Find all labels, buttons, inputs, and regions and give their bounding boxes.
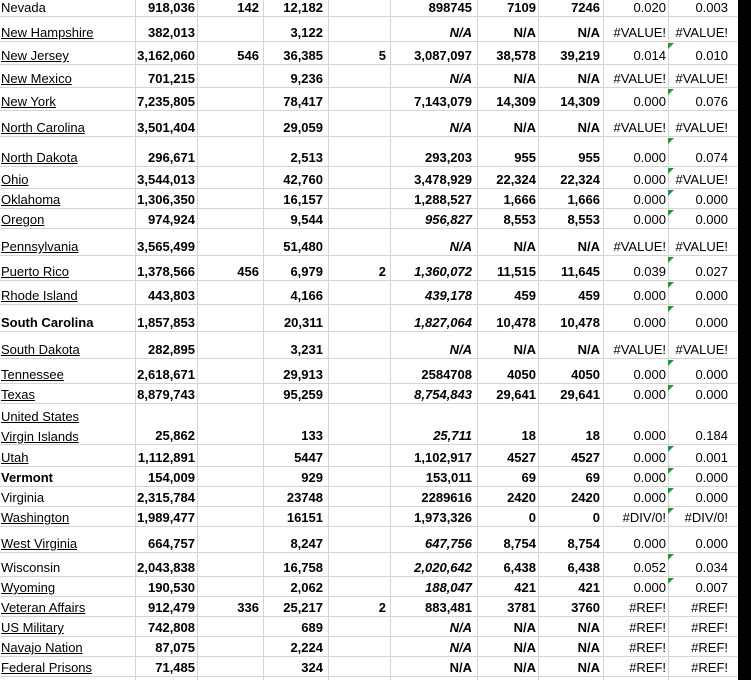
table-row[interactable] bbox=[0, 88, 738, 111]
col-h-cell[interactable]: 0.000 bbox=[633, 536, 666, 551]
col-i-cell[interactable]: #VALUE! bbox=[675, 239, 728, 254]
population-cell[interactable]: 71,485 bbox=[155, 660, 195, 675]
col-g-cell[interactable]: 4527 bbox=[571, 450, 600, 465]
col-f-cell[interactable]: N/A bbox=[513, 120, 536, 135]
table-row[interactable] bbox=[0, 167, 738, 189]
col-f-cell[interactable]: 69 bbox=[521, 470, 536, 485]
table-row[interactable] bbox=[0, 209, 738, 229]
col-f-cell[interactable]: N/A bbox=[513, 620, 536, 635]
col-c-cell[interactable]: 16,758 bbox=[283, 560, 323, 575]
col-h-cell[interactable]: 0.000 bbox=[633, 288, 666, 303]
col-f-cell[interactable]: 11,515 bbox=[496, 264, 536, 279]
col-h-cell[interactable]: 0.000 bbox=[633, 490, 666, 505]
table-row[interactable] bbox=[0, 359, 738, 384]
col-i-cell[interactable]: 0.003 bbox=[695, 0, 728, 15]
table-row[interactable] bbox=[0, 0, 738, 17]
state-name-cell[interactable]: South Dakota bbox=[1, 342, 80, 357]
col-b-cell[interactable]: 142 bbox=[237, 0, 259, 15]
population-cell[interactable]: 3,565,499 bbox=[137, 239, 195, 254]
table-row[interactable] bbox=[0, 65, 738, 88]
col-e-cell[interactable]: 1,973,326 bbox=[414, 510, 472, 525]
population-cell[interactable]: 3,162,060 bbox=[137, 48, 195, 63]
col-h-cell[interactable]: 0.000 bbox=[633, 150, 666, 165]
col-h-cell[interactable]: 0.000 bbox=[633, 428, 666, 443]
col-c-cell[interactable]: 6,979 bbox=[290, 264, 323, 279]
state-name-cell[interactable]: Texas bbox=[1, 387, 35, 402]
col-f-cell[interactable]: 7109 bbox=[507, 0, 536, 15]
table-row[interactable] bbox=[0, 445, 738, 467]
col-g-cell[interactable]: 8,553 bbox=[567, 212, 600, 227]
error-indicator-icon[interactable] bbox=[668, 488, 674, 494]
col-c-cell[interactable]: 95,259 bbox=[283, 387, 323, 402]
state-name-cell[interactable]: Federal Prisons bbox=[1, 660, 93, 675]
state-name-cell[interactable]: Oklahoma bbox=[1, 192, 61, 207]
col-e-cell[interactable]: 1,827,064 bbox=[414, 315, 472, 330]
table-row[interactable] bbox=[0, 617, 738, 637]
col-i-cell[interactable]: 0.027 bbox=[695, 264, 728, 279]
table-row[interactable] bbox=[0, 137, 738, 167]
state-name-cell[interactable]: New Jersey bbox=[1, 48, 69, 63]
population-cell[interactable]: 25,862 bbox=[155, 428, 195, 443]
population-cell[interactable]: 3,501,404 bbox=[137, 120, 195, 135]
error-indicator-icon[interactable] bbox=[668, 468, 674, 474]
error-indicator-icon[interactable] bbox=[668, 190, 674, 196]
error-indicator-icon[interactable] bbox=[668, 578, 674, 584]
col-e-cell[interactable]: 1,360,072 bbox=[414, 264, 472, 279]
error-indicator-icon[interactable] bbox=[668, 282, 674, 288]
table-row[interactable] bbox=[0, 597, 738, 617]
col-h-cell[interactable]: #VALUE! bbox=[613, 120, 666, 135]
col-h-cell[interactable]: #REF! bbox=[629, 640, 666, 655]
col-e-cell[interactable]: N/A bbox=[449, 342, 472, 357]
state-name-cell[interactable]: New Hampshire bbox=[1, 25, 94, 40]
population-cell[interactable]: 1,306,350 bbox=[137, 192, 195, 207]
population-cell[interactable]: 282,895 bbox=[148, 342, 195, 357]
state-name-cell[interactable]: Ohio bbox=[1, 172, 29, 187]
col-c-cell[interactable]: 2,062 bbox=[290, 580, 323, 595]
col-e-cell[interactable]: 2289616 bbox=[421, 490, 472, 505]
population-cell[interactable]: 443,803 bbox=[148, 288, 195, 303]
state-name-cell[interactable]: Washington bbox=[1, 510, 70, 525]
state-name-cell[interactable]: US Military bbox=[1, 620, 64, 635]
col-g-cell[interactable]: 6,438 bbox=[567, 560, 600, 575]
col-e-cell[interactable]: N/A bbox=[449, 239, 472, 254]
col-f-cell[interactable]: 10,478 bbox=[496, 315, 536, 330]
col-c-cell[interactable]: 51,480 bbox=[283, 239, 323, 254]
col-i-cell[interactable]: 0.000 bbox=[695, 490, 728, 505]
col-e-cell[interactable]: 898745 bbox=[428, 0, 472, 15]
col-c-cell[interactable]: 8,247 bbox=[290, 536, 323, 551]
col-h-cell[interactable]: 0.000 bbox=[633, 470, 666, 485]
table-row[interactable] bbox=[0, 256, 738, 281]
col-e-cell[interactable]: 3,087,097 bbox=[414, 48, 472, 63]
col-e-cell[interactable]: N/A bbox=[449, 25, 472, 40]
population-cell[interactable]: 154,009 bbox=[148, 470, 195, 485]
col-f-cell[interactable]: 14,309 bbox=[496, 94, 536, 109]
col-e-cell[interactable]: 8,754,843 bbox=[414, 387, 472, 402]
col-c-cell[interactable]: 29,913 bbox=[283, 367, 323, 382]
state-name-cell[interactable]: Utah bbox=[1, 450, 29, 465]
col-f-cell[interactable]: N/A bbox=[513, 71, 536, 86]
table-row[interactable] bbox=[0, 404, 738, 445]
col-f-cell[interactable]: 0 bbox=[528, 510, 536, 525]
col-g-cell[interactable]: 2420 bbox=[571, 490, 600, 505]
population-cell[interactable]: 296,671 bbox=[148, 150, 195, 165]
col-c-cell[interactable]: 36,385 bbox=[283, 48, 323, 63]
state-name-cell[interactable]: New Mexico bbox=[1, 71, 72, 86]
population-cell[interactable]: 382,013 bbox=[148, 25, 195, 40]
col-g-cell[interactable]: N/A bbox=[577, 239, 600, 254]
population-cell[interactable]: 664,757 bbox=[148, 536, 195, 551]
state-name-cell[interactable]: Oregon bbox=[1, 212, 45, 227]
col-c-cell[interactable]: 5447 bbox=[294, 450, 323, 465]
state-name-cell[interactable]: Tennessee bbox=[1, 367, 64, 382]
col-e-cell[interactable]: 25,711 bbox=[433, 428, 472, 443]
col-c-cell[interactable]: 25,217 bbox=[283, 600, 323, 615]
col-e-cell[interactable]: 2584708 bbox=[421, 367, 472, 382]
col-f-cell[interactable]: 38,578 bbox=[496, 48, 536, 63]
col-g-cell[interactable]: N/A bbox=[577, 660, 600, 675]
col-g-cell[interactable]: N/A bbox=[577, 71, 600, 86]
col-h-cell[interactable]: #VALUE! bbox=[613, 71, 666, 86]
col-h-cell[interactable]: 0.000 bbox=[633, 387, 666, 402]
col-c-cell[interactable]: 29,059 bbox=[283, 120, 323, 135]
col-e-cell[interactable]: 2,020,642 bbox=[414, 560, 472, 575]
col-e-cell[interactable]: N/A bbox=[449, 120, 472, 135]
col-c-cell[interactable]: 16,157 bbox=[283, 192, 323, 207]
col-c-cell[interactable]: 16151 bbox=[286, 510, 323, 525]
col-i-cell[interactable]: #VALUE! bbox=[675, 71, 728, 86]
col-g-cell[interactable]: 421 bbox=[578, 580, 600, 595]
col-e-cell[interactable]: 439,178 bbox=[425, 288, 472, 303]
col-i-cell[interactable]: 0.184 bbox=[695, 428, 728, 443]
col-c-cell[interactable]: 3,231 bbox=[290, 342, 323, 357]
population-cell[interactable]: 1,378,566 bbox=[137, 264, 195, 279]
col-i-cell[interactable]: #REF! bbox=[691, 620, 728, 635]
col-f-cell[interactable]: 955 bbox=[514, 150, 536, 165]
col-e-cell[interactable]: N/A bbox=[449, 620, 472, 635]
col-f-cell[interactable]: 4050 bbox=[507, 367, 536, 382]
col-f-cell[interactable]: N/A bbox=[513, 25, 536, 40]
col-f-cell[interactable]: 22,324 bbox=[496, 172, 536, 187]
col-h-cell[interactable]: #VALUE! bbox=[613, 25, 666, 40]
col-e-cell[interactable]: 1,102,917 bbox=[414, 450, 472, 465]
col-c-cell[interactable]: 42,760 bbox=[283, 172, 323, 187]
col-g-cell[interactable]: 18 bbox=[585, 428, 600, 443]
error-indicator-icon[interactable] bbox=[668, 210, 674, 216]
col-b-cell[interactable]: 546 bbox=[237, 48, 259, 63]
population-cell[interactable]: 912,479 bbox=[148, 600, 195, 615]
col-h-cell[interactable]: 0.000 bbox=[633, 367, 666, 382]
col-i-cell[interactable]: 0.000 bbox=[695, 315, 728, 330]
state-name-cell: South Carolina bbox=[1, 315, 94, 330]
col-e-cell[interactable]: 153,011 bbox=[425, 470, 472, 485]
population-cell[interactable]: 1,112,891 bbox=[137, 450, 195, 465]
col-g-cell[interactable]: N/A bbox=[577, 25, 600, 40]
state-name-cell[interactable]: North Carolina bbox=[1, 120, 85, 135]
state-name-cell[interactable]: United States Virgin Islands bbox=[1, 409, 80, 444]
col-f-cell[interactable]: 29,641 bbox=[496, 387, 536, 402]
state-name-cell[interactable]: North Dakota bbox=[1, 150, 78, 165]
col-e-cell[interactable]: 883,481 bbox=[425, 600, 472, 615]
table-row[interactable] bbox=[0, 487, 738, 507]
col-g-cell[interactable]: N/A bbox=[577, 342, 600, 357]
col-g-cell[interactable]: 3760 bbox=[571, 600, 600, 615]
col-h-cell[interactable]: 0.000 bbox=[633, 315, 666, 330]
error-indicator-icon[interactable] bbox=[668, 257, 674, 263]
col-h-cell[interactable]: #REF! bbox=[629, 620, 666, 635]
error-indicator-icon[interactable] bbox=[668, 138, 674, 144]
col-g-cell[interactable]: N/A bbox=[577, 640, 600, 655]
population-cell[interactable]: 190,530 bbox=[148, 580, 195, 595]
col-h-cell[interactable]: 0.000 bbox=[633, 94, 666, 109]
col-d-cell[interactable]: 2 bbox=[378, 264, 386, 279]
population-cell[interactable]: 742,808 bbox=[148, 620, 195, 635]
population-cell[interactable]: 2,618,671 bbox=[137, 367, 195, 382]
table-row[interactable] bbox=[0, 577, 738, 597]
table-row[interactable] bbox=[0, 281, 738, 305]
col-h-cell[interactable]: 0.000 bbox=[633, 212, 666, 227]
table-row[interactable] bbox=[0, 553, 738, 577]
col-i-cell[interactable]: 0.000 bbox=[695, 470, 728, 485]
col-f-cell[interactable]: N/A bbox=[513, 640, 536, 655]
col-h-cell[interactable]: #VALUE! bbox=[613, 342, 666, 357]
col-c-cell[interactable]: 689 bbox=[301, 620, 323, 635]
table-row[interactable] bbox=[0, 467, 738, 487]
population-cell[interactable]: 918,036 bbox=[148, 0, 195, 15]
col-i-cell[interactable]: 0.000 bbox=[695, 192, 728, 207]
col-i-cell[interactable]: 0.000 bbox=[695, 387, 728, 402]
col-c-cell[interactable]: 2,513 bbox=[290, 150, 323, 165]
col-i-cell[interactable]: 0.001 bbox=[695, 450, 728, 465]
state-name-cell[interactable]: Pennsylvania bbox=[1, 239, 79, 254]
population-cell[interactable]: 3,544,013 bbox=[137, 172, 195, 187]
col-i-cell[interactable]: #VALUE! bbox=[675, 342, 728, 357]
population-cell[interactable]: 87,075 bbox=[155, 640, 195, 655]
table-row[interactable] bbox=[0, 332, 738, 359]
col-e-cell[interactable]: N/A bbox=[449, 660, 472, 675]
col-h-cell[interactable]: 0.000 bbox=[633, 450, 666, 465]
error-indicator-icon[interactable] bbox=[668, 508, 674, 514]
population-cell[interactable]: 7,235,805 bbox=[137, 94, 195, 109]
error-indicator-icon[interactable] bbox=[668, 43, 674, 49]
col-f-cell[interactable]: 6,438 bbox=[503, 560, 536, 575]
population-cell[interactable]: 1,857,853 bbox=[137, 315, 195, 330]
col-g-cell[interactable]: 10,478 bbox=[560, 315, 600, 330]
col-h-cell[interactable]: 0.000 bbox=[633, 580, 666, 595]
row-divider bbox=[0, 676, 738, 677]
state-name-cell[interactable]: New York bbox=[1, 94, 56, 109]
col-h-cell[interactable]: #DIV/0! bbox=[622, 510, 666, 525]
col-c-cell[interactable]: 9,236 bbox=[290, 71, 323, 86]
col-c-cell[interactable]: 4,166 bbox=[290, 288, 323, 303]
col-i-cell[interactable]: 0.074 bbox=[695, 150, 728, 165]
col-i-cell[interactable]: 0.010 bbox=[695, 48, 728, 63]
col-g-cell[interactable]: N/A bbox=[577, 620, 600, 635]
col-f-cell[interactable]: 3781 bbox=[507, 600, 536, 615]
col-e-cell[interactable]: 956,827 bbox=[425, 212, 472, 227]
col-i-cell[interactable]: 0.000 bbox=[695, 212, 728, 227]
window-edge bbox=[738, 0, 751, 680]
error-indicator-icon[interactable] bbox=[668, 554, 674, 560]
col-e-cell[interactable]: 188,047 bbox=[425, 580, 472, 595]
col-c-cell[interactable]: 324 bbox=[301, 660, 323, 675]
col-g-cell[interactable]: 7246 bbox=[571, 0, 600, 15]
col-g-cell[interactable]: 29,641 bbox=[560, 387, 600, 402]
col-g-cell[interactable]: 4050 bbox=[571, 367, 600, 382]
col-e-cell[interactable]: 3,478,929 bbox=[414, 172, 472, 187]
col-h-cell[interactable]: 0.020 bbox=[633, 0, 666, 15]
col-g-cell[interactable]: 22,324 bbox=[560, 172, 600, 187]
table-row[interactable] bbox=[0, 527, 738, 553]
population-cell[interactable]: 701,215 bbox=[148, 71, 195, 86]
col-g-cell[interactable]: 11,645 bbox=[560, 264, 600, 279]
col-h-cell[interactable]: #VALUE! bbox=[613, 239, 666, 254]
state-name-cell: Virginia bbox=[1, 490, 45, 505]
state-name-cell[interactable]: West Virginia bbox=[1, 536, 78, 551]
state-name-cell: Nevada bbox=[1, 0, 46, 15]
col-i-cell[interactable]: 0.007 bbox=[695, 580, 728, 595]
table-row[interactable] bbox=[0, 17, 738, 42]
population-cell[interactable]: 1,989,477 bbox=[137, 510, 195, 525]
col-g-cell[interactable]: 955 bbox=[578, 150, 600, 165]
col-g-cell[interactable]: 1,666 bbox=[567, 192, 600, 207]
col-f-cell[interactable]: N/A bbox=[513, 660, 536, 675]
state-name-cell[interactable]: Wyoming bbox=[1, 580, 56, 595]
col-i-cell[interactable]: 0.000 bbox=[695, 288, 728, 303]
col-i-cell[interactable]: 0.034 bbox=[695, 560, 728, 575]
col-i-cell[interactable]: #DIV/0! bbox=[684, 510, 728, 525]
col-d-cell[interactable]: 2 bbox=[378, 600, 386, 615]
col-i-cell[interactable]: #VALUE! bbox=[675, 25, 728, 40]
col-i-cell[interactable]: 0.000 bbox=[695, 536, 728, 551]
col-i-cell[interactable]: #REF! bbox=[691, 600, 728, 615]
table-row[interactable] bbox=[0, 657, 738, 677]
col-g-cell[interactable]: N/A bbox=[577, 120, 600, 135]
col-e-cell[interactable]: 7,143,079 bbox=[414, 94, 472, 109]
col-g-cell[interactable]: 69 bbox=[585, 470, 600, 485]
col-i-cell[interactable]: 0.076 bbox=[695, 94, 728, 109]
state-name-cell[interactable]: Navajo Nation bbox=[1, 640, 83, 655]
population-cell[interactable]: 974,924 bbox=[148, 212, 195, 227]
state-name-cell[interactable]: Rhode Island bbox=[1, 288, 78, 303]
col-e-cell[interactable]: 647,756 bbox=[425, 536, 472, 551]
col-e-cell[interactable]: N/A bbox=[449, 71, 472, 86]
col-f-cell[interactable]: 1,666 bbox=[503, 192, 536, 207]
table-row[interactable] bbox=[0, 384, 738, 404]
col-i-cell[interactable]: #VALUE! bbox=[675, 120, 728, 135]
col-c-cell[interactable]: 78,417 bbox=[283, 94, 323, 109]
table-row[interactable] bbox=[0, 305, 738, 332]
state-name-cell: Vermont bbox=[1, 470, 54, 485]
col-g-cell[interactable]: 459 bbox=[578, 288, 600, 303]
col-b-cell[interactable]: 456 bbox=[237, 264, 259, 279]
error-indicator-icon[interactable] bbox=[668, 168, 674, 174]
population-cell[interactable]: 8,879,743 bbox=[137, 387, 195, 402]
col-c-cell[interactable]: 2,224 bbox=[290, 640, 323, 655]
col-f-cell[interactable]: N/A bbox=[513, 342, 536, 357]
col-f-cell[interactable]: 2420 bbox=[507, 490, 536, 505]
error-indicator-icon[interactable] bbox=[668, 360, 674, 366]
state-name-cell[interactable]: Veteran Affairs bbox=[1, 600, 86, 615]
col-c-cell[interactable]: 20,311 bbox=[283, 315, 323, 330]
col-f-cell[interactable]: 459 bbox=[514, 288, 536, 303]
col-d-cell[interactable]: 5 bbox=[378, 48, 386, 63]
error-indicator-icon[interactable] bbox=[668, 89, 674, 95]
col-c-cell[interactable]: 12,182 bbox=[283, 0, 323, 15]
col-c-cell[interactable]: 9,544 bbox=[290, 212, 323, 227]
col-h-cell[interactable]: #REF! bbox=[629, 600, 666, 615]
state-name-cell: Wisconsin bbox=[1, 560, 61, 575]
col-c-cell[interactable]: 133 bbox=[301, 428, 323, 443]
col-h-cell[interactable]: 0.000 bbox=[633, 192, 666, 207]
error-indicator-icon[interactable] bbox=[668, 385, 674, 391]
table-row[interactable] bbox=[0, 42, 738, 65]
error-indicator-icon[interactable] bbox=[668, 306, 674, 312]
col-i-cell[interactable]: #VALUE! bbox=[675, 172, 728, 187]
col-e-cell[interactable]: N/A bbox=[449, 640, 472, 655]
table-row[interactable] bbox=[0, 507, 738, 527]
table-row[interactable] bbox=[0, 111, 738, 137]
col-f-cell[interactable]: N/A bbox=[513, 239, 536, 254]
col-c-cell[interactable]: 929 bbox=[301, 470, 323, 485]
col-h-cell[interactable]: 0.052 bbox=[633, 560, 666, 575]
table-row[interactable] bbox=[0, 229, 738, 256]
col-i-cell[interactable]: 0.000 bbox=[695, 367, 728, 382]
population-cell[interactable]: 2,315,784 bbox=[137, 490, 195, 505]
col-g-cell[interactable]: 8,754 bbox=[567, 536, 600, 551]
col-g-cell[interactable]: 0 bbox=[592, 510, 600, 525]
col-f-cell[interactable]: 8,553 bbox=[503, 212, 536, 227]
col-f-cell[interactable]: 4527 bbox=[507, 450, 536, 465]
col-h-cell[interactable]: 0.000 bbox=[633, 172, 666, 187]
col-c-cell[interactable]: 23748 bbox=[286, 490, 323, 505]
col-i-cell[interactable]: #REF! bbox=[691, 660, 728, 675]
col-i-cell[interactable]: #REF! bbox=[691, 640, 728, 655]
col-c-cell[interactable]: 3,122 bbox=[290, 25, 323, 40]
table-row[interactable] bbox=[0, 637, 738, 657]
col-f-cell[interactable]: 421 bbox=[514, 580, 536, 595]
table-row[interactable] bbox=[0, 189, 738, 209]
col-f-cell[interactable]: 18 bbox=[521, 428, 536, 443]
col-g-cell[interactable]: 39,219 bbox=[560, 48, 600, 63]
col-h-cell[interactable]: 0.039 bbox=[633, 264, 666, 279]
error-indicator-icon[interactable] bbox=[668, 446, 674, 452]
col-g-cell[interactable]: 14,309 bbox=[560, 94, 600, 109]
population-cell[interactable]: 2,043,838 bbox=[137, 560, 195, 575]
col-e-cell[interactable]: 1,288,527 bbox=[414, 192, 472, 207]
state-name-cell[interactable]: Puerto Rico bbox=[1, 264, 69, 279]
col-h-cell[interactable]: 0.014 bbox=[633, 48, 666, 63]
col-e-cell[interactable]: 293,203 bbox=[425, 150, 472, 165]
col-b-cell[interactable]: 336 bbox=[237, 600, 259, 615]
col-h-cell[interactable]: #REF! bbox=[629, 660, 666, 675]
col-f-cell[interactable]: 8,754 bbox=[503, 536, 536, 551]
